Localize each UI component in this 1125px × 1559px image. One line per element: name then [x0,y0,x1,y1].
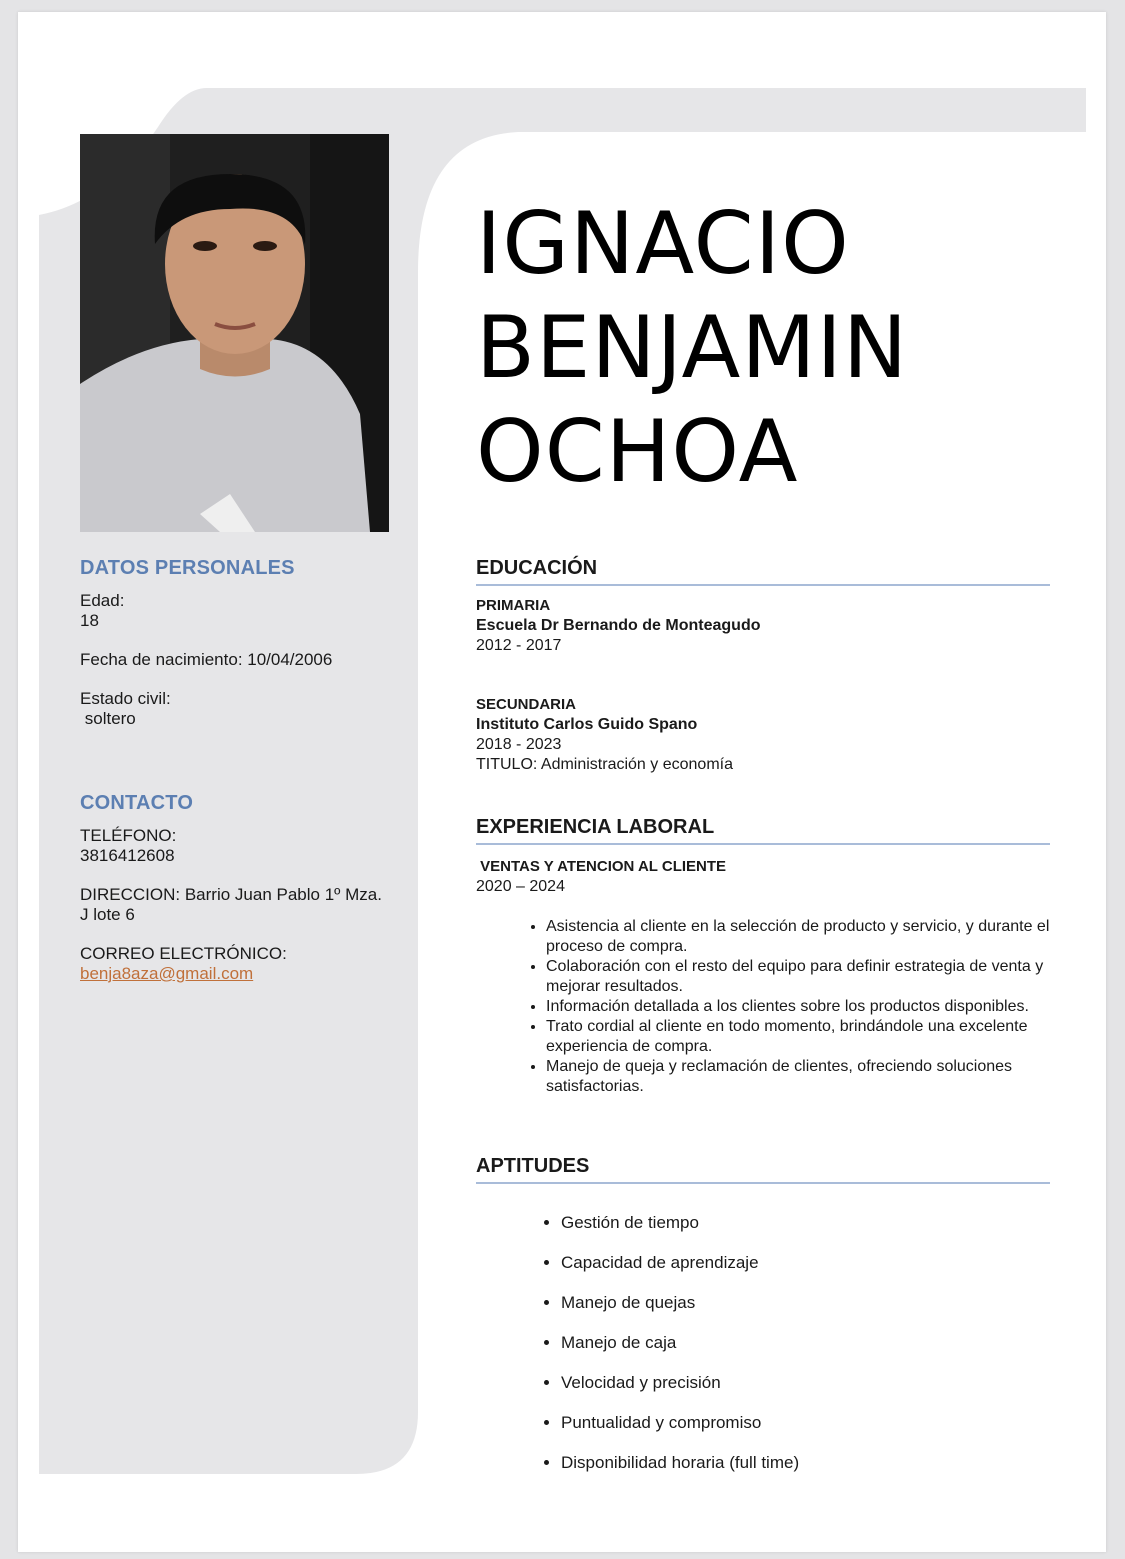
secondary-title: TITULO: Administración y economía [476,756,733,773]
skills-section [476,1155,1050,1493]
primary-years: 2012 - 2017 [476,637,562,654]
phone-value: 3816412608 [80,846,175,865]
list-item: • Velocidad y precisión [561,1373,1050,1413]
last-name: OCHOA [476,402,799,502]
birth-date: Fecha de nacimiento: 10/04/2006 [80,650,333,669]
list-item: • Capacidad de aprendizaje [561,1253,1050,1293]
list-item: • Puntualidad y compromiso [561,1413,1050,1453]
list-item: • Manejo de caja [561,1333,1050,1373]
list-item: • Manejo de queja y reclamación de clientes, ofreciendo soluciones satisfactorias. [546,1057,1050,1097]
middle-name: BENJAMIN [476,298,909,398]
secondary-years: 2018 - 2023 [476,736,562,753]
primary-school: Escuela Dr Bernando de Monteagudo [476,617,761,634]
experience-years: 2020 – 2024 [476,878,565,895]
experience-role: VENTAS Y ATENCION AL CLIENTE [476,858,727,875]
list-item: • Asistencia al cliente en la selección de producto y servicio, y durante el proceso de compra. [546,917,1050,957]
civil-status-label: Estado civil: [80,689,171,708]
secondary-school: Instituto Carlos Guido Spano [476,716,698,733]
first-name: IGNACIO [476,194,850,294]
civil-status-value: soltero [80,709,136,728]
list-item: • Manejo de quejas [561,1293,1050,1333]
contact-heading: CONTACTO [80,792,194,814]
education-heading: EDUCACIÓN [476,557,1050,586]
personal-data-heading: DATOS PERSONALES [80,557,295,579]
personal-data-section [80,557,400,729]
age-label: Edad: [80,591,125,610]
list-item: • Disponibilidad horaria (full time) [561,1453,1050,1493]
skills-list [476,1213,1050,1493]
address-line-2: J lote 6 [80,905,135,924]
address-line-1: DIRECCION: Barrio Juan Pablo 1º Mza. [80,885,382,904]
age-value: 18 [80,611,99,630]
list-item: • Colaboración con el resto del equipo para definir estrategia de venta y mejorar resultados. [546,957,1050,997]
skills-heading: APTITUDES [476,1155,1050,1184]
list-item: • Gestión de tiempo [561,1213,1050,1253]
experience-section [476,816,1050,1097]
primary-level: PRIMARIA [476,597,551,614]
education-section [476,557,1050,775]
primary-education [476,596,1050,656]
contact-section [80,792,400,984]
resume-page [18,12,1106,1552]
email-label: CORREO ELECTRÓNICO: [80,944,287,963]
profile-photo [80,134,389,532]
experience-heading: EXPERIENCIA LABORAL [476,816,1050,845]
phone-label: TELÉFONO: [80,826,177,845]
full-name [476,192,908,504]
list-item: • Información detallada a los clientes sobre los productos disponibles. [546,997,1050,1017]
secondary-education [476,695,1050,775]
list-item: • Trato cordial al cliente en todo momento, brindándole una excelente experiencia de compra. [546,1017,1050,1057]
secondary-level: SECUNDARIA [476,696,577,713]
experience-list [476,917,1050,1097]
email-link[interactable]: benja8aza@gmail.com [80,964,254,983]
